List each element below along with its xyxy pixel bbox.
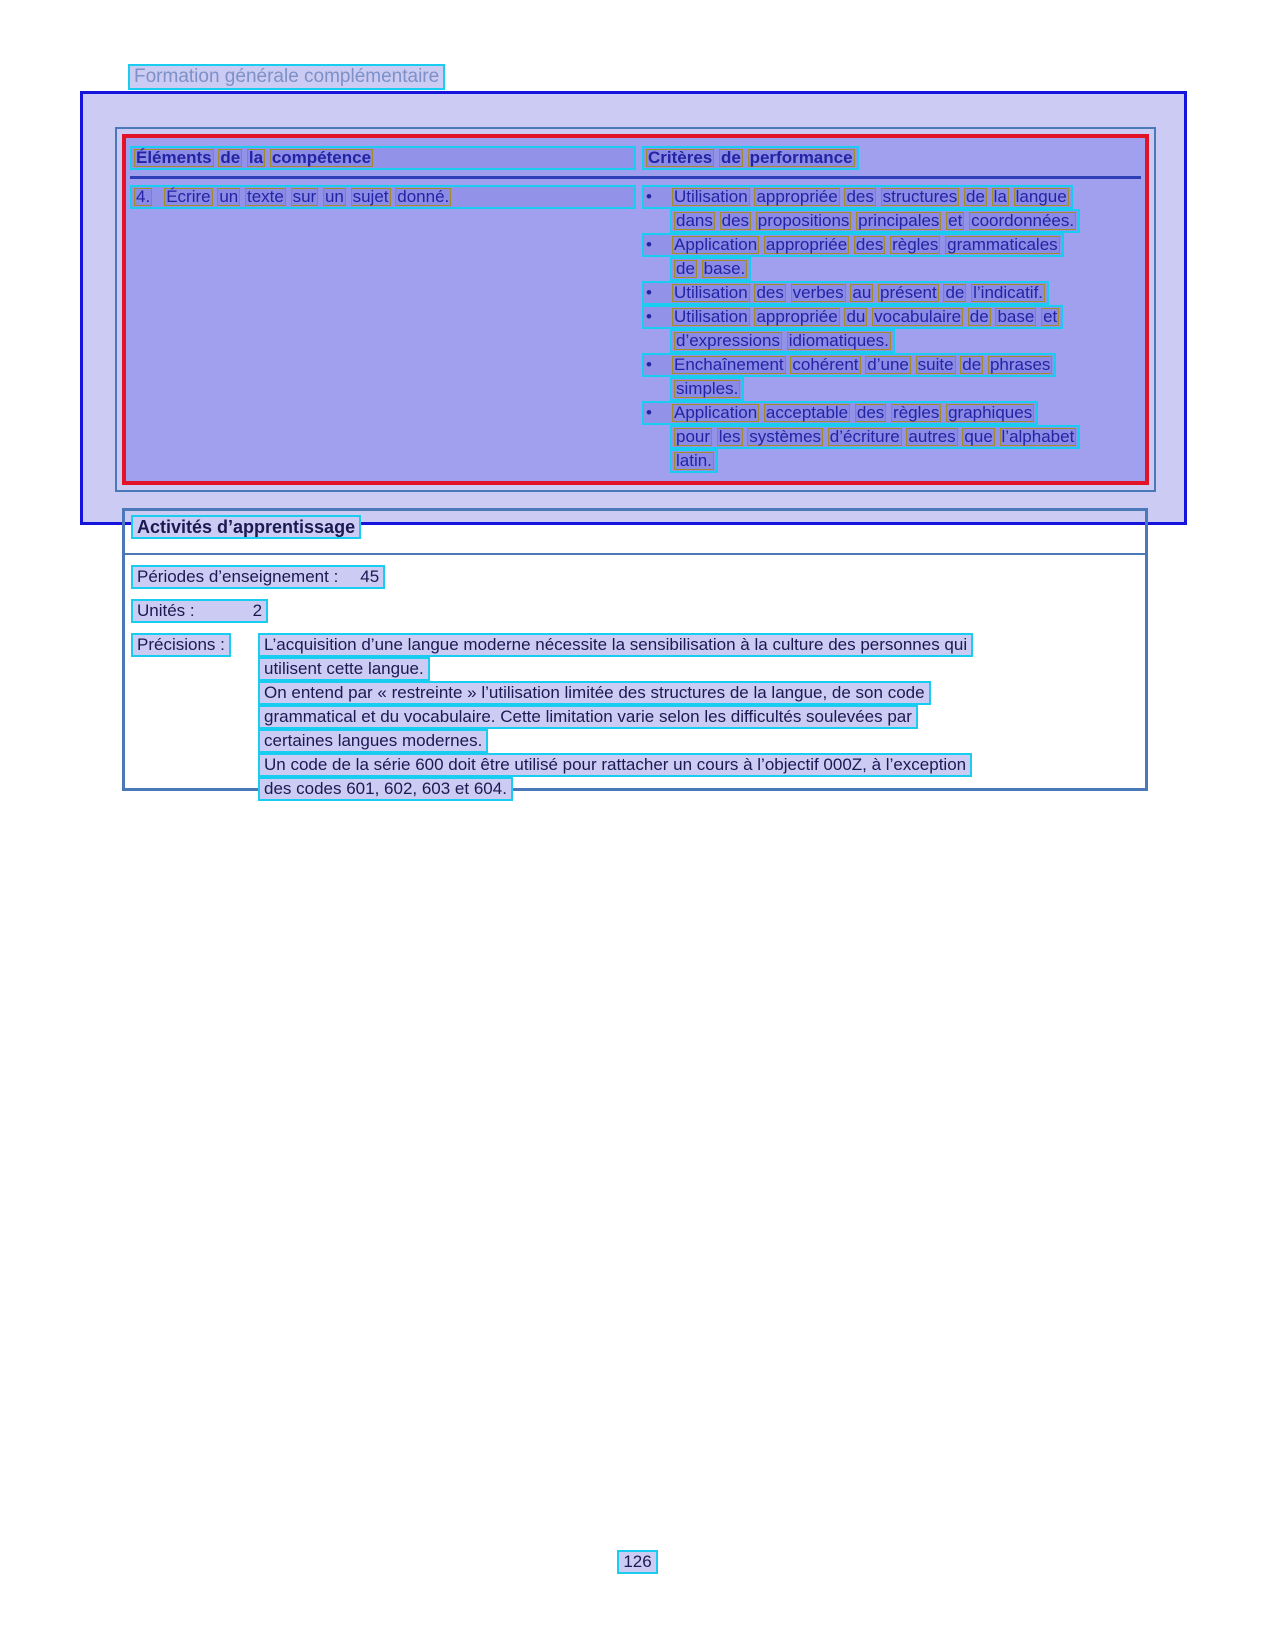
word-box: de	[721, 148, 741, 167]
criterion-line-strip	[670, 257, 751, 281]
precision-line-strip: utilisent cette langue.	[258, 657, 430, 681]
criterion-line-strip	[670, 377, 744, 401]
word-box: Critères	[648, 148, 713, 167]
word-box: de	[965, 187, 985, 206]
word-box: appropriée	[756, 307, 838, 326]
word-box: et	[1043, 307, 1058, 326]
word-box: sujet	[352, 187, 389, 206]
word-box: structures	[882, 187, 958, 206]
word-box: appropriée	[756, 187, 838, 206]
word-box: cohérent	[792, 355, 859, 374]
criterion-line	[642, 377, 1141, 401]
word-box: Éléments	[136, 148, 212, 167]
activities-section	[122, 508, 1148, 798]
criterion-line-strip	[642, 281, 1049, 305]
page-number-row	[0, 1550, 1275, 1574]
word-box: systèmes	[749, 427, 822, 446]
word-box: que	[964, 427, 993, 446]
word-box: de	[969, 307, 989, 326]
element-number	[134, 187, 152, 206]
criterion-line-strip	[670, 425, 1080, 449]
word-box: simples.	[676, 379, 739, 398]
precision-line	[258, 681, 973, 705]
activities-title-row	[125, 511, 1145, 555]
criterion-line	[642, 353, 1141, 377]
word-box: dans	[676, 211, 713, 230]
competency-table	[122, 134, 1149, 485]
element-statement	[164, 187, 451, 206]
criterion-line-strip	[670, 209, 1080, 233]
criterion-line-strip	[642, 305, 1063, 329]
word-box: performance	[749, 148, 853, 167]
word-box: des	[721, 211, 750, 230]
precision-line	[258, 777, 973, 801]
element-text	[130, 185, 636, 209]
precision-line-strip: grammatical et du vocabulaire. Cette limitation varie selon les difficultés soulevées par	[258, 705, 918, 729]
word-box: d’une	[867, 355, 909, 374]
word-box: propositions	[757, 211, 850, 230]
word-box: des	[855, 235, 884, 254]
word-box: donné.	[397, 187, 450, 206]
criterion-line	[642, 209, 1141, 233]
units-label: Unités :	[137, 601, 195, 620]
competency-table-outline	[115, 127, 1156, 492]
word-box: Enchaînement	[674, 355, 784, 374]
precision-line	[258, 633, 973, 657]
word-box: Application	[674, 235, 758, 254]
bullet-icon: •	[646, 283, 652, 302]
criterion-line-strip	[642, 233, 1064, 257]
word-box: présent	[880, 283, 937, 302]
word-box: graphiques	[948, 403, 1033, 422]
precision-line	[258, 657, 973, 681]
criterion-line	[642, 401, 1141, 425]
word-box: la	[993, 187, 1007, 206]
bullet-icon: •	[646, 403, 652, 422]
word-box: des	[856, 403, 885, 422]
word-box: la	[248, 148, 264, 167]
bullet-icon: •	[646, 187, 652, 206]
word-box: un	[324, 187, 344, 206]
criterion-line	[642, 305, 1141, 329]
word-box: et	[948, 211, 963, 230]
word-box: de	[220, 148, 241, 167]
element-line	[130, 185, 642, 209]
word-box: autres	[908, 427, 956, 446]
header-cell-criteria	[642, 146, 1141, 170]
word-box: de	[962, 355, 982, 374]
criterion-line-strip	[642, 185, 1073, 209]
precision-line-strip: des codes 601, 602, 603 et 604.	[258, 777, 513, 801]
activities-title: Activités d’apprentissage	[131, 515, 361, 539]
bullet-icon: •	[646, 355, 652, 374]
word-box: coordonnées.	[971, 211, 1075, 230]
word-box: règles	[893, 403, 940, 422]
word-box: latin.	[676, 451, 712, 470]
page-number: 126	[617, 1550, 657, 1574]
word-box: sur	[292, 187, 317, 206]
precision-line-strip: Un code de la série 600 doit être utilisé pour rattacher un cours à l’objectif 000Z, à l’exception	[258, 753, 972, 777]
criterion-line	[642, 257, 1141, 281]
word-box: les	[718, 427, 741, 446]
word-box: grammaticales	[947, 235, 1058, 254]
bullet-icon: •	[646, 235, 652, 254]
table-body-row	[130, 179, 1141, 473]
word-box: suite	[917, 355, 954, 374]
word-box: appropriée	[765, 235, 848, 254]
word-box: Utilisation	[674, 307, 748, 326]
criterion-line	[642, 425, 1141, 449]
word-box: pour	[676, 427, 711, 446]
units-row	[131, 599, 1145, 623]
criterion-line	[642, 329, 1141, 353]
precisions-row	[131, 633, 1145, 801]
criterion-line-strip	[642, 401, 1038, 425]
word-box: d’écriture	[829, 427, 900, 446]
word-box: acceptable	[765, 403, 849, 422]
periods-value: 45	[360, 567, 380, 586]
word-box: de	[676, 259, 695, 278]
word-box: principales	[858, 211, 940, 230]
criterion-line	[642, 233, 1141, 257]
word-box: verbes	[792, 283, 844, 302]
col2-header	[642, 146, 859, 170]
criterion-line	[642, 449, 1141, 473]
word-box: 4.	[136, 187, 151, 206]
criterion-line-strip	[642, 353, 1056, 377]
criterion-line	[642, 281, 1141, 305]
word-box: Écrire	[166, 187, 211, 206]
word-box: du	[846, 307, 866, 326]
table-header-row	[130, 142, 1141, 179]
precision-line	[258, 729, 973, 753]
precisions-label-cell	[131, 633, 258, 801]
col1-header	[130, 146, 636, 170]
word-box: Utilisation	[674, 283, 748, 302]
precision-line	[258, 753, 973, 777]
word-box: idiomatiques.	[788, 331, 889, 350]
precisions-lines	[258, 633, 973, 801]
word-box: un	[219, 187, 239, 206]
word-box: langue	[1015, 187, 1067, 206]
precision-line-strip: L’acquisition d’une langue moderne nécessite la sensibilisation à la culture des personnes qui	[258, 633, 973, 657]
precision-line	[258, 705, 973, 729]
word-box: l’alphabet	[1001, 427, 1075, 446]
criteria-cell	[642, 185, 1141, 473]
word-box: des	[756, 283, 784, 302]
element-cell	[130, 185, 642, 473]
criteria-list	[642, 185, 1141, 473]
word-box: texte	[246, 187, 284, 206]
word-box: règles	[892, 235, 939, 254]
word-box: des	[846, 187, 874, 206]
word-box: Utilisation	[674, 187, 748, 206]
header-cell-elements	[130, 146, 642, 170]
word-box: d’expressions	[676, 331, 780, 350]
periods-label: Périodes d’enseignement :	[137, 567, 339, 586]
word-box: compétence	[271, 148, 372, 167]
precision-line-strip: certaines langues modernes.	[258, 729, 488, 753]
word-box: de	[945, 283, 965, 302]
word-box: vocabulaire	[874, 307, 962, 326]
activities-rows	[125, 565, 1145, 801]
word-box: base.	[703, 259, 746, 278]
word-box: l’indicatif.	[973, 283, 1044, 302]
criterion-line-strip	[670, 449, 718, 473]
units-value: 2	[252, 601, 263, 620]
word-box: Application	[674, 403, 758, 422]
word-box: base	[997, 307, 1035, 326]
precisions-label: Précisions :	[131, 633, 231, 657]
criterion-line-strip	[670, 329, 895, 353]
criterion-line	[642, 185, 1141, 209]
word-box: au	[852, 283, 872, 302]
bullet-icon: •	[646, 307, 652, 326]
precision-line-strip: On entend par « restreinte » l’utilisation limitée des structures de la langue, de son code	[258, 681, 931, 705]
breadcrumb: Formation générale complémentaire	[128, 64, 445, 90]
periods-row	[131, 565, 1145, 589]
word-box: phrases	[989, 355, 1051, 374]
